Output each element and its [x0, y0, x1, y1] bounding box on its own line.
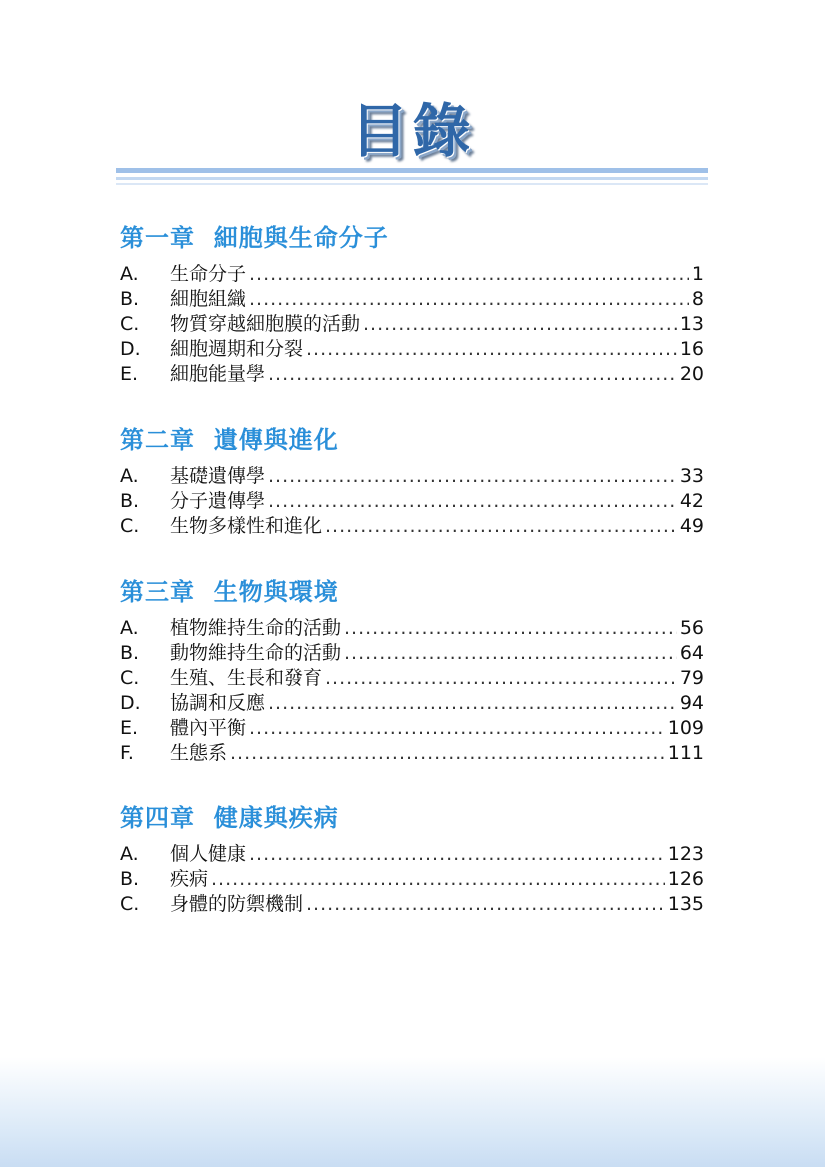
entry-page-number: 16 — [679, 338, 704, 360]
toc-entry[interactable] — [120, 666, 704, 691]
dot-leader — [249, 842, 665, 867]
toc-entry[interactable] — [120, 312, 704, 337]
entry-title: 生命分子 — [170, 263, 247, 285]
dot-leader — [268, 362, 677, 387]
entry-letter: B. — [120, 490, 140, 512]
entry-page-number: 20 — [679, 363, 704, 385]
toc-entry[interactable] — [120, 464, 704, 489]
toc-entry[interactable] — [120, 362, 704, 387]
entry-title: 生物多樣性和進化 — [170, 515, 323, 537]
entry-title: 身體的防禦機制 — [170, 893, 304, 915]
entry-letter: A. — [120, 843, 139, 865]
entry-page-number: 64 — [679, 642, 704, 664]
toc-entry[interactable] — [120, 287, 704, 312]
entry-letter: B. — [120, 642, 140, 664]
entry-title: 細胞組織 — [170, 288, 247, 310]
dot-leader — [363, 312, 677, 337]
chapter-4-entries — [120, 842, 704, 917]
dot-leader — [268, 464, 677, 489]
entry-letter: C. — [120, 667, 140, 689]
chapter-1-entries — [120, 262, 704, 387]
entry-page-number: 79 — [679, 667, 704, 689]
entry-title: 協調和反應 — [170, 692, 266, 714]
entry-page-number: 49 — [679, 515, 704, 537]
entry-title: 生態系 — [170, 742, 228, 764]
dot-leader — [249, 716, 665, 741]
entry-letter: B. — [120, 868, 140, 890]
entry-title: 個人健康 — [170, 843, 247, 865]
entry-page-number: 8 — [691, 288, 704, 310]
entry-title: 細胞週期和分裂 — [170, 338, 304, 360]
dot-leader — [268, 691, 677, 716]
title-rule-top — [116, 168, 708, 173]
entry-page-number: 123 — [667, 843, 704, 865]
bottom-gradient-band — [0, 1057, 825, 1167]
entry-title: 植物維持生命的活動 — [170, 617, 342, 639]
entry-page-number: 56 — [679, 617, 704, 639]
toc-entry[interactable] — [120, 842, 704, 867]
entry-letter: D. — [120, 692, 141, 714]
entry-page-number: 13 — [679, 313, 704, 335]
chapter-3-entries — [120, 616, 704, 766]
chapter-2-entries — [120, 464, 704, 539]
entry-page-number: 33 — [679, 465, 704, 487]
toc-entry[interactable] — [120, 489, 704, 514]
entry-letter: C. — [120, 313, 140, 335]
entry-title: 細胞能量學 — [170, 363, 266, 385]
chapter-4-heading: 第四章 健康與疾病 — [120, 804, 339, 832]
dot-leader — [230, 741, 665, 766]
toc-entry[interactable] — [120, 514, 704, 539]
toc-entry[interactable] — [120, 716, 704, 741]
toc-entry[interactable] — [120, 616, 704, 641]
dot-leader — [306, 337, 677, 362]
entry-letter: F. — [120, 742, 134, 764]
toc-entry[interactable] — [120, 641, 704, 666]
entry-title: 物質穿越細胞膜的活動 — [170, 313, 361, 335]
dot-leader — [344, 616, 677, 641]
title-rule-bottom — [116, 183, 708, 185]
entry-letter: C. — [120, 515, 140, 537]
entry-page-number: 94 — [679, 692, 704, 714]
entry-letter: B. — [120, 288, 140, 310]
dot-leader — [344, 641, 677, 666]
chapter-2-heading: 第二章 遺傳與進化 — [120, 426, 339, 454]
dot-leader — [268, 489, 677, 514]
entry-page-number: 126 — [667, 868, 704, 890]
entry-letter: A. — [120, 617, 139, 639]
dot-leader — [325, 666, 677, 691]
toc-entry[interactable] — [120, 867, 704, 892]
entry-letter: A. — [120, 263, 139, 285]
dot-leader — [249, 262, 689, 287]
entry-title: 分子遺傳學 — [170, 490, 266, 512]
toc-entry[interactable] — [120, 741, 704, 766]
entry-letter: A. — [120, 465, 139, 487]
entry-page-number: 1 — [691, 263, 704, 285]
entry-page-number: 42 — [679, 490, 704, 512]
title-rule-middle — [116, 177, 708, 180]
page-title: 目錄 — [350, 97, 475, 165]
entry-letter: E. — [120, 363, 139, 385]
entry-letter: D. — [120, 338, 141, 360]
entry-title: 體內平衡 — [170, 717, 247, 739]
entry-title: 生殖、生長和發育 — [170, 667, 323, 689]
entry-title: 疾病 — [170, 868, 209, 890]
dot-leader — [249, 287, 689, 312]
toc-entry[interactable] — [120, 337, 704, 362]
entry-letter: C. — [120, 893, 140, 915]
chapter-3-heading: 第三章 生物與環境 — [120, 578, 339, 606]
toc-entry[interactable] — [120, 691, 704, 716]
toc-entry[interactable] — [120, 892, 704, 917]
entry-page-number: 109 — [667, 717, 704, 739]
entry-page-number: 111 — [667, 742, 704, 764]
entry-page-number: 135 — [667, 893, 704, 915]
entry-title: 基礎遺傳學 — [170, 465, 266, 487]
dot-leader — [211, 867, 665, 892]
entry-letter: E. — [120, 717, 139, 739]
chapter-1-heading: 第一章 細胞與生命分子 — [120, 224, 389, 252]
toc-entry[interactable] — [120, 262, 704, 287]
dot-leader — [306, 892, 665, 917]
entry-title: 動物維持生命的活動 — [170, 642, 342, 664]
dot-leader — [325, 514, 677, 539]
